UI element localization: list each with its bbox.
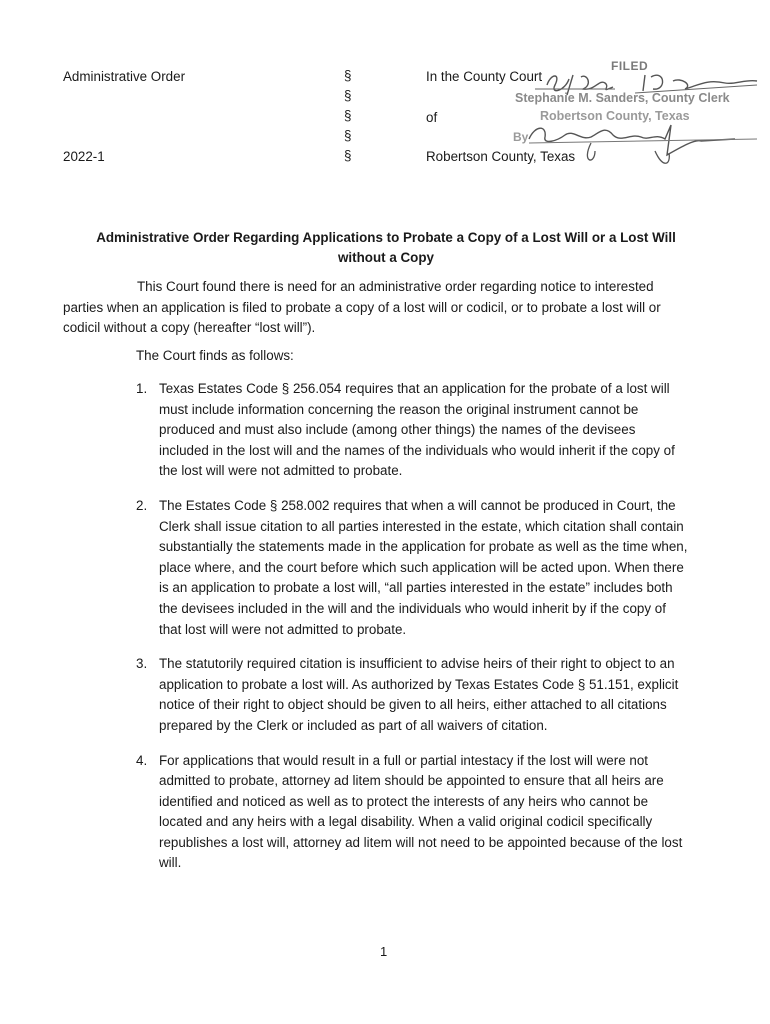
caption-court: In the County Court: [426, 69, 543, 84]
filed-stamp: [495, 55, 765, 195]
list-item: [63, 654, 688, 736]
caption-of: of: [426, 110, 438, 125]
section-symbol: §: [344, 108, 352, 123]
list-item-text: Texas Estates Code § 256.054 requires that an application for the probate of a lost will must include information concerning the reason the original instrument cannot be produced and must also include (among other things) the names of the devisees included in the lost will and the names of the individuals who would inherit if the copy of the lost will were not admitted to probate.: [159, 381, 675, 479]
list-item-number: 1.: [136, 381, 148, 396]
list-item-number: 4.: [136, 752, 148, 768]
filed-stamp-county: Robertson County, Texas: [540, 109, 690, 123]
intro-paragraph: This Court found there is need for an administrative order regarding notice to interested parties when an application is filed to probate a copy of a lost will or codicil, or to probate a lost will or codicil without a copy (hereafter “lost will”).: [63, 279, 661, 336]
list-item-text: For applications that would result in a full or partial intestacy if the lost will were not admitted to probate, attorney ad litem should be appointed to ensure that all heirs are identified and noticed as well as to protect the interests of any heirs who cannot be located and any heirs with a legal disability. When a valid original codicil specifically republishes a lost will, attorney ad litem will not need to be appointed because of the lost will.: [159, 752, 683, 871]
section-symbol: §: [344, 148, 352, 163]
filed-stamp-by: By: [513, 130, 529, 144]
section-symbol: §: [344, 128, 352, 143]
list-item-number: 2.: [136, 497, 148, 513]
handwritten-signature-icon: [495, 55, 765, 195]
list-item-text: The Estates Code § 258.002 requires that when a will cannot be produced in Court, the Clerk shall issue citation to all parties interested in the estate, which citation shall contain substantially the statements made in the application for probate as well as the time when, place where, and the court before which such application will be acted upon. When there is an application to probate a lost will, “all parties interested in the estate” includes both the devisees included in the will and the individuals who would inherit by if the copy of that lost will were not admitted to probate.: [159, 497, 688, 637]
findings-list: [63, 379, 688, 888]
filed-stamp-clerk: Stephanie M. Sanders, County Clerk: [515, 91, 730, 105]
findings-heading: The Court finds as follows:: [136, 348, 294, 363]
caption-order-label: Administrative Order: [63, 69, 186, 84]
section-symbol: §: [344, 88, 352, 103]
list-item-number: 3.: [136, 656, 148, 672]
caption-county: Robertson County, Texas: [426, 149, 576, 164]
page-title: Administrative Order Regarding Applications to Probate a Copy of a Lost Will or a Lost Will without a Copy: [96, 230, 676, 265]
list-item: [63, 379, 688, 482]
section-symbol: §: [344, 68, 352, 83]
list-item: [63, 751, 688, 875]
filed-stamp-label: FILED: [611, 59, 649, 73]
list-item-text: The statutorily required citation is insufficient to advise heirs of their right to object to an application to probate a lost will. As authorized by Texas Estates Code § 51.151, explicit notice of their right to object should be given to all heirs, either attached to all citations prepared by the Clerk or included as part of all waivers of citation.: [159, 656, 679, 733]
list-item: [63, 496, 688, 640]
page-number: 1: [380, 944, 388, 959]
caption-order-number: 2022-1: [63, 149, 105, 164]
